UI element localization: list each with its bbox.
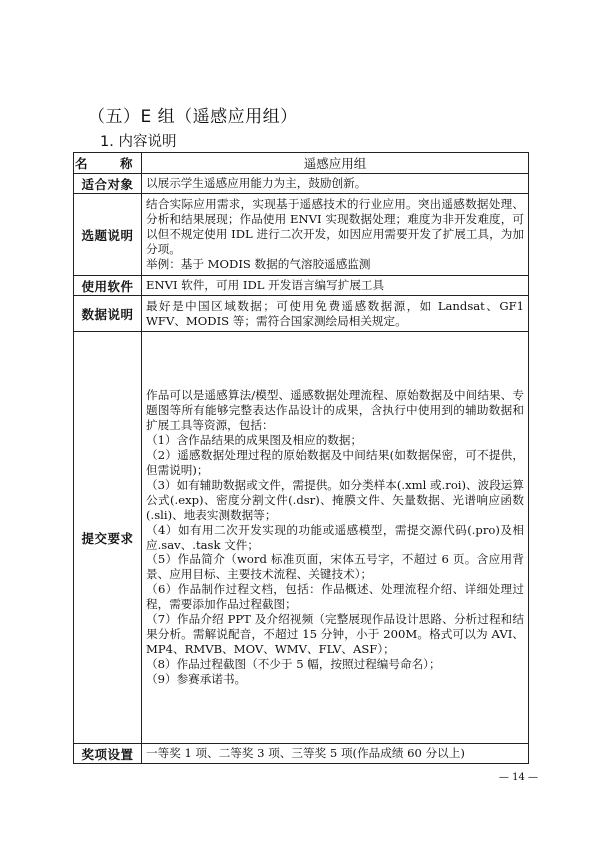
spec-table: [73, 152, 529, 764]
row-content: [142, 296, 529, 332]
content-line: （8）作品过程截图（不少于 5 幅，按照过程编号命名）；: [146, 656, 441, 671]
content-line: （7）作品介绍 PPT 及介绍视频（完整展现作品设计思路、分析过程和结果分析。需解说配音，不超过 15 分钟，小于 200M。格式可以为 AVI、MP4、RMVB、MOV、WMV、FLV、ASF）；: [146, 612, 524, 656]
content-line: 结合实际应用需求，实现基于遥感技术的行业应用。突出遥感数据处理、分析和结果展现；作品使用 ENVI 实现数据处理；难度为非开发难度，可以但不规定使用 IDL 进行二次开发，如因应用需要开发了扩展工具，为加分项。: [146, 197, 524, 256]
table-row: [74, 174, 529, 194]
row-content: [142, 194, 529, 276]
row-content: [142, 174, 529, 194]
content-line: （9）参赛承诺书。: [146, 671, 247, 686]
content-line: （3）如有辅助数据或文件，需提供。如分类样本(.xml 或.roi)、波段运算公式(.exp)、密度分割文件(.dsr)、掩膜文件、矢量数据、光谱响应函数(.sli)、地表实测数据等；: [146, 477, 524, 522]
row-label: 适合对象: [74, 174, 142, 194]
table-row: [74, 332, 529, 744]
table-row: [74, 744, 529, 764]
row-content: [142, 744, 529, 764]
header-label: 名 称: [74, 153, 142, 174]
row-label: 数据说明: [74, 296, 142, 332]
table-row: [74, 194, 529, 276]
table-row: [74, 276, 529, 296]
content-line: 最好是中国区域数据；可使用免费遥感数据源，如 Landsat、GF1 WFV、MODIS 等；需符合国家测绘局相关规定。: [146, 298, 524, 328]
content-line: （2）遥感数据处理过程的原始数据及中间结果(如数据保密，可不提供，但需说明)；: [146, 448, 524, 477]
page-number: — 14 —: [498, 772, 538, 783]
row-content: [142, 276, 529, 296]
row-label: 提交要求: [74, 332, 142, 744]
content-line: （6）作品制作过程文档，包括：作品概述、处理流程介绍、详细处理过程，需要添加作品过程截图；: [146, 582, 524, 612]
content-line: （5）作品简介（word 标准页面，宋体五号字，不超过 6 页。含应用背景、应用目标、主要技术流程、关键技术）；: [146, 552, 524, 582]
section-heading: （五）E 组（遥感应用组）: [88, 107, 298, 127]
content-line: 举例：基于 MODIS 数据的气溶胶遥感监测: [146, 256, 371, 271]
row-label: 使用软件: [74, 276, 142, 296]
content-line: ENVI 软件，可用 IDL 开发语言编写扩展工具: [146, 278, 385, 293]
content-line: 一等奖 1 项、二等奖 3 项、三等奖 5 项(作品成绩 60 分以上): [146, 746, 465, 761]
table-header-row: [74, 153, 529, 174]
row-content: [142, 332, 529, 744]
content-line: （1）含作品结果的成果图及相应的数据；: [146, 433, 363, 448]
content-line: 以展示学生遥感应用能力为主，鼓励创新。: [146, 176, 367, 191]
table-row: [74, 296, 529, 332]
header-value: 遥感应用组: [142, 153, 529, 174]
row-label: 选题说明: [74, 194, 142, 276]
content-line: （4）如有用二次开发实现的功能或遥感模型，需提交源代码(.pro)及相应.sav、.task 文件；: [146, 522, 524, 552]
row-label: 奖项设置: [74, 744, 142, 764]
subheading: 1. 内容说明: [100, 134, 177, 150]
content-line: 作品可以是遥感算法/模型、遥感数据处理流程、原始数据及中间结果、专题图等所有能够完整表达作品设计的成果，含执行中使用到的辅助数据和扩展工具等资源，包括：: [146, 388, 524, 433]
